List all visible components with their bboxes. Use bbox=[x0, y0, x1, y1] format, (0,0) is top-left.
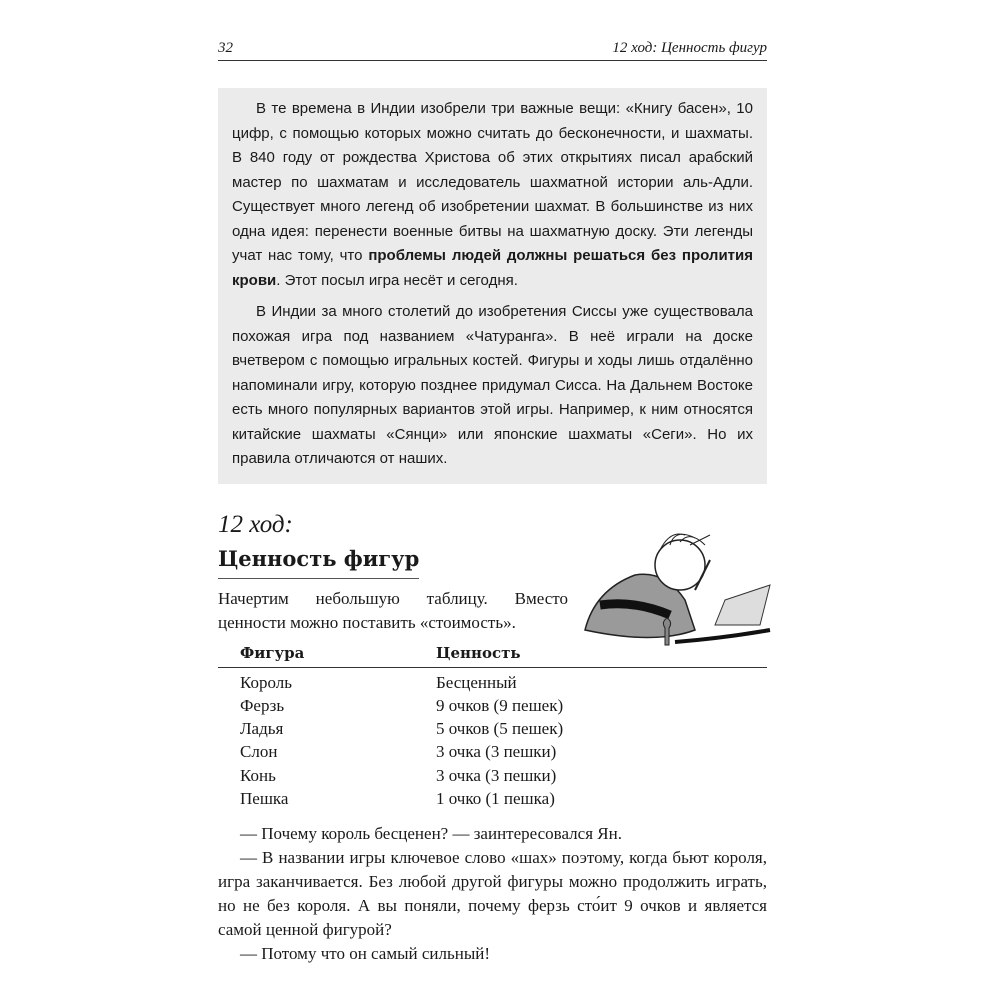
running-title: 12 ход: Ценность фигур bbox=[612, 40, 767, 56]
page-body bbox=[218, 88, 767, 966]
table-row bbox=[218, 694, 767, 717]
dialog-line: — Потому что он самый сильный! bbox=[240, 944, 491, 964]
piece-value: 9 очков (9 пешек) bbox=[436, 695, 564, 715]
section-heading-block bbox=[218, 510, 767, 635]
bold-emphasis: проблемы людей должны решаться без пролития крови bbox=[232, 247, 753, 289]
piece-value-table bbox=[218, 641, 767, 811]
column-header-value: Ценность bbox=[436, 643, 521, 662]
piece-value: 3 очка (3 пешки) bbox=[436, 742, 557, 762]
page-number: 32 bbox=[218, 40, 233, 56]
section-move-label: 12 ход: bbox=[218, 510, 293, 538]
sidebar-paragraph bbox=[232, 97, 753, 293]
piece-name: Слон bbox=[240, 742, 278, 762]
table-row bbox=[218, 671, 767, 694]
dialog-line: — Почему король бесценен? — заинтересовался Ян. bbox=[240, 824, 622, 844]
page-header bbox=[218, 40, 767, 61]
piece-value: 3 очка (3 пешки) bbox=[436, 765, 557, 785]
table-row bbox=[218, 717, 767, 740]
sidebar-paragraph: В Индии за много столетий до изобретения Сиссы уже существовала похожая игра под названием «Чатуранга». В неё играли на доске вчетвером с помощью игральных костей. Фигуры и ходы лишь отдалённо напоминали игру, которую позднее придумал Сисса. На Дальнем Востоке есть много популярных вариантов этой игры. Например, к ним относятся китайские шахматы «Сянци» или японские шахматы «Сеги». Но их правила отличаются от наших. bbox=[232, 303, 753, 467]
column-header-piece: Фигура bbox=[240, 643, 305, 662]
table-row bbox=[218, 740, 767, 763]
dialog-line: — В названии игры ключевое слово «шах» поэтому, когда бьют короля, игра заканчивается. Без любой другой фигуры можно продолжить играть, но не без короля. А вы поняли, почему ферзь сто́ит 9 очков и является самой ценной фигурой? bbox=[218, 848, 767, 940]
piece-name: Король bbox=[240, 672, 293, 692]
intro-paragraph: Начертим небольшую таблицу. Вместо ценности можно поставить «стоимость». bbox=[218, 588, 568, 632]
piece-value: Бесценный bbox=[436, 672, 517, 692]
text: . Этот посыл игра несёт и сегодня. bbox=[276, 271, 518, 289]
piece-name: Конь bbox=[240, 765, 276, 785]
piece-value: 1 очко (1 пешка) bbox=[436, 788, 555, 808]
boy-writing-illustration bbox=[575, 530, 775, 655]
text: В те времена в Индии изобрели три важные вещи: «Книгу басен», 10 цифр, с помощью которых можно считать до бесконечности, и шахматы. В 840 году от рождества Христова об этих открытиях писал арабский мастер по шахматам и исследователь шахматной истории аль-Адли. Существует много легенд об изобретении шахмат. В большинстве из них одна идея: перенести военные битвы на шахматную доску. Эти легенды учат нас тому, что bbox=[232, 100, 753, 264]
table-row bbox=[218, 764, 767, 787]
history-sidebar-box bbox=[218, 88, 767, 484]
piece-name: Ладья bbox=[240, 719, 284, 739]
piece-name: Ферзь bbox=[240, 695, 285, 715]
table-body bbox=[218, 668, 767, 811]
dialog-text bbox=[218, 822, 767, 966]
piece-name: Пешка bbox=[240, 788, 289, 808]
piece-value: 5 очков (5 пешек) bbox=[436, 719, 564, 739]
table-row bbox=[218, 787, 767, 810]
section-title: Ценность фигур bbox=[218, 546, 419, 579]
